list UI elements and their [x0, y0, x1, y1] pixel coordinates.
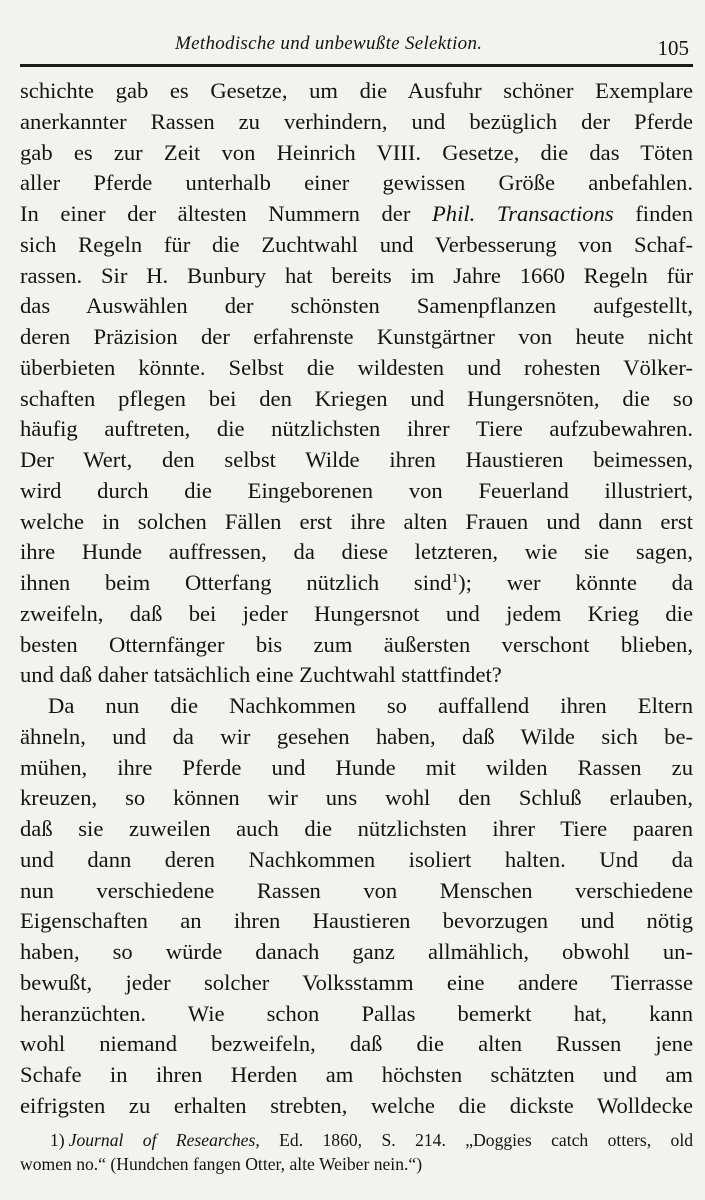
- text-line: Schafe in ihren Herden am höchsten schätzten und am: [20, 1062, 693, 1087]
- paragraph: [20, 691, 693, 1122]
- text-line: wohl niemand bezweifeln, daß die alten Russen jene: [20, 1031, 693, 1057]
- text-line: bewußt, jeder solcher Volksstamm eine andere Tierrasse: [20, 969, 693, 995]
- text-line: Eigenschaften an ihren Haustieren bevorzugen und nötig: [20, 908, 693, 934]
- text-line: schaften pflegen bei den Kriegen und Hungersnöten, die so: [20, 385, 693, 411]
- text-line: welche in solchen Fällen erst ihre alten Frauen und dann erst: [20, 508, 693, 534]
- text-line: zweifeln, daß bei jeder Hungersnot und jedem Krieg die: [20, 600, 693, 626]
- text-line: besten Otternfänger bis zum äußersten verschont blieben,: [20, 631, 693, 657]
- text-line: nun verschiedene Rassen von Menschen verschiedene: [20, 877, 693, 903]
- text-line: wird durch die Eingeborenen von Feuerland illustriert,: [20, 477, 693, 503]
- page-number: 105: [657, 36, 689, 60]
- footnote-work-title: Journal of Researches,: [68, 1130, 260, 1150]
- text-line: schichte gab es Gesetze, um die Ausfuhr schöner Exemplare: [20, 78, 693, 103]
- running-head: [20, 30, 693, 58]
- text-line: das Auswählen der schönsten Samenpflanzen aufgestellt,: [20, 293, 693, 319]
- footnote: [20, 1128, 693, 1176]
- footnote-line: women no.“ (Hundchen fangen Otter, alte Weiber nein.“): [20, 1154, 423, 1174]
- text-line: Da nun die Nachkommen so auffallend ihren Eltern: [48, 693, 693, 718]
- text-line: eifrigsten zu erhalten strebten, welche die dickste Wolldecke: [20, 1092, 693, 1118]
- text-line: häufig auftreten, die nützlichsten ihrer Tiere aufzubewahren.: [20, 416, 693, 442]
- text-line: überbieten könnte. Selbst die wildesten und rohesten Völker-: [20, 354, 693, 380]
- text-line: haben, so würde danach ganz allmählich, obwohl un-: [20, 939, 693, 964]
- text-line: sich Regeln für die Zuchtwahl und Verbesserung von Schaf-: [20, 231, 693, 257]
- text-segment: ); wer könnte da: [458, 570, 693, 595]
- footnote-line: [20, 1128, 693, 1152]
- text-segment: ihnen beim Otterfang nützlich sind: [20, 570, 452, 595]
- text-line: und daß daher tatsächlich eine Zuchtwahl stattfindet?: [20, 662, 502, 688]
- header-rule: [20, 64, 693, 67]
- text-segment: In einer der ältesten Nummern der: [20, 201, 432, 226]
- text-line: mühen, ihre Pferde und Hunde mit wilden Rassen zu: [20, 754, 693, 780]
- text-line: ihre Hunde auffressen, da diese letzteren, wie sie sagen,: [20, 539, 693, 565]
- italic-title: Phil. Transactions: [431, 201, 614, 226]
- text-line: deren Präzision der erfahrenste Kunstgärtner von heute nicht: [20, 324, 693, 349]
- footnote-reference: 1: [451, 570, 459, 585]
- footnote-marker: 1): [50, 1130, 65, 1150]
- running-title: Methodische und unbewußte Selektion.: [175, 33, 483, 54]
- text-segment: finden: [613, 201, 694, 226]
- text-line: [20, 568, 693, 599]
- text-line: aller Pferde unterhalb einer gewissen Größe anbefahlen.: [20, 170, 693, 196]
- text-line: kreuzen, so können wir uns wohl den Schluß erlauben,: [20, 785, 693, 811]
- text-line: und dann deren Nachkommen isoliert halten. Und da: [20, 846, 693, 872]
- body-text: [20, 76, 693, 1122]
- text-line: heranzüchten. Wie schon Pallas bemerkt hat, kann: [20, 1000, 693, 1026]
- text-line: daß sie zuweilen auch die nützlichsten ihrer Tiere paaren: [20, 816, 693, 841]
- text-line: [20, 199, 693, 230]
- text-line: rassen. Sir H. Bunbury hat bereits im Jahre 1660 Regeln für: [20, 262, 693, 288]
- text-line: ähneln, und da wir gesehen haben, daß Wilde sich be-: [20, 723, 693, 749]
- paragraph: [20, 76, 693, 691]
- footnote-text: Ed. 1860, S. 214. „Doggies catch otters, old: [259, 1130, 694, 1150]
- text-line: anerkannter Rassen zu verhindern, und bezüglich der Pferde: [20, 108, 693, 134]
- text-line: gab es zur Zeit von Heinrich VIII. Gesetze, die das Töten: [20, 139, 693, 165]
- text-line: Der Wert, den selbst Wilde ihren Haustieren beimessen,: [20, 447, 693, 472]
